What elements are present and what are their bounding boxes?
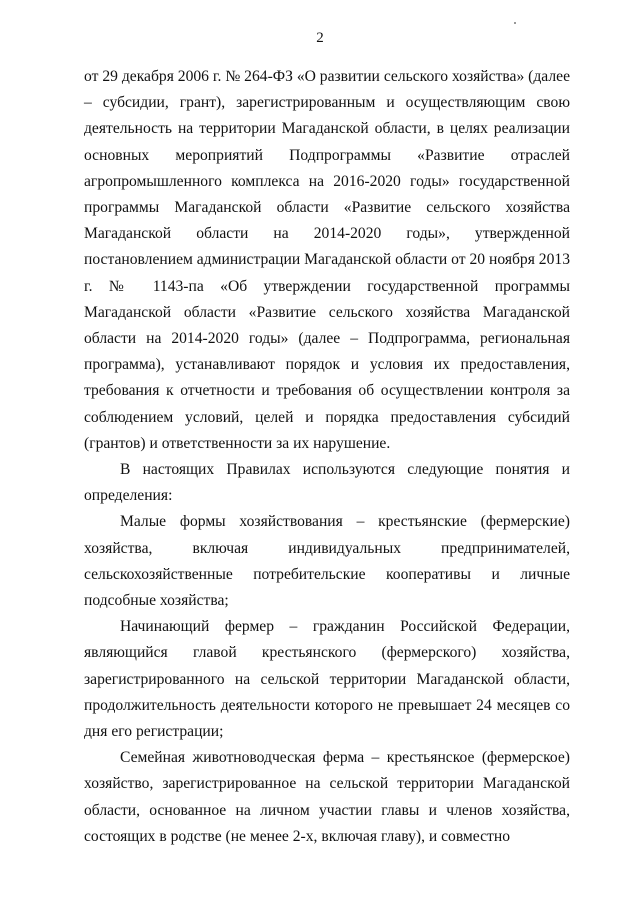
- document-body: [84, 64, 570, 850]
- page-number: 2: [316, 30, 324, 46]
- paragraph-small-business-forms: Малые формы хозяйствования – крестьянские (фермерские) хозяйства, включая индивидуальных предпринимателей, сельскохозяйственные потребительские кооперативы и личные подсобные хозяйства;: [84, 513, 570, 610]
- paragraph-continuation: от 29 декабря 2006 г. № 264-ФЗ «О развитии сельского хозяйства» (далее – субсидии, грант), зарегистрированным и осуществляющим свою деятельность на территории Магаданской области, в целях реализации основных мероприятий Подпрограммы «Развитие отраслей агропромышленного комплекса на 2016-2020 годы» государственной программы Магаданской области «Развитие сельского хозяйства Магаданской области на 2014-2020 годы», утвержденной постановлением администрации Магаданской области от 20 ноября 2013 г. № 1143-па «Об утверждении государственной программы Магаданской области «Развитие сельского хозяйства Магаданской области на 2014-2020 годы» (далее – Подпрограмма, региональная программа), устанавливают порядок и условия их предоставления, требования к отчетности и требования об осуществлении контроля за соблюдением условий, целей и порядка предоставления субсидий (грантов) и ответственности за их нарушение.: [84, 68, 570, 452]
- paragraph-novice-farmer: Начинающий фермер – гражданин Российской Федерации, являющийся главой крестьянского (фермерского) хозяйства, зарегистрированного на сельской территории Магаданской области, продолжительность деятельности которого не превышает 24 месяцев со дня его регистрации;: [84, 618, 570, 741]
- scan-speck: [514, 22, 516, 24]
- paragraph-definitions-intro: В настоящих Правилах используются следующие понятия и определения:: [84, 461, 570, 505]
- paragraph-family-farm: Семейная животноводческая ферма – крестьянское (фермерское) хозяйство, зарегистрированное на сельской территории Магаданской области, основанное на личном участии главы и членов хозяйства, состоящих в родстве (не менее 2-х, включая главу), и совместно: [84, 749, 570, 845]
